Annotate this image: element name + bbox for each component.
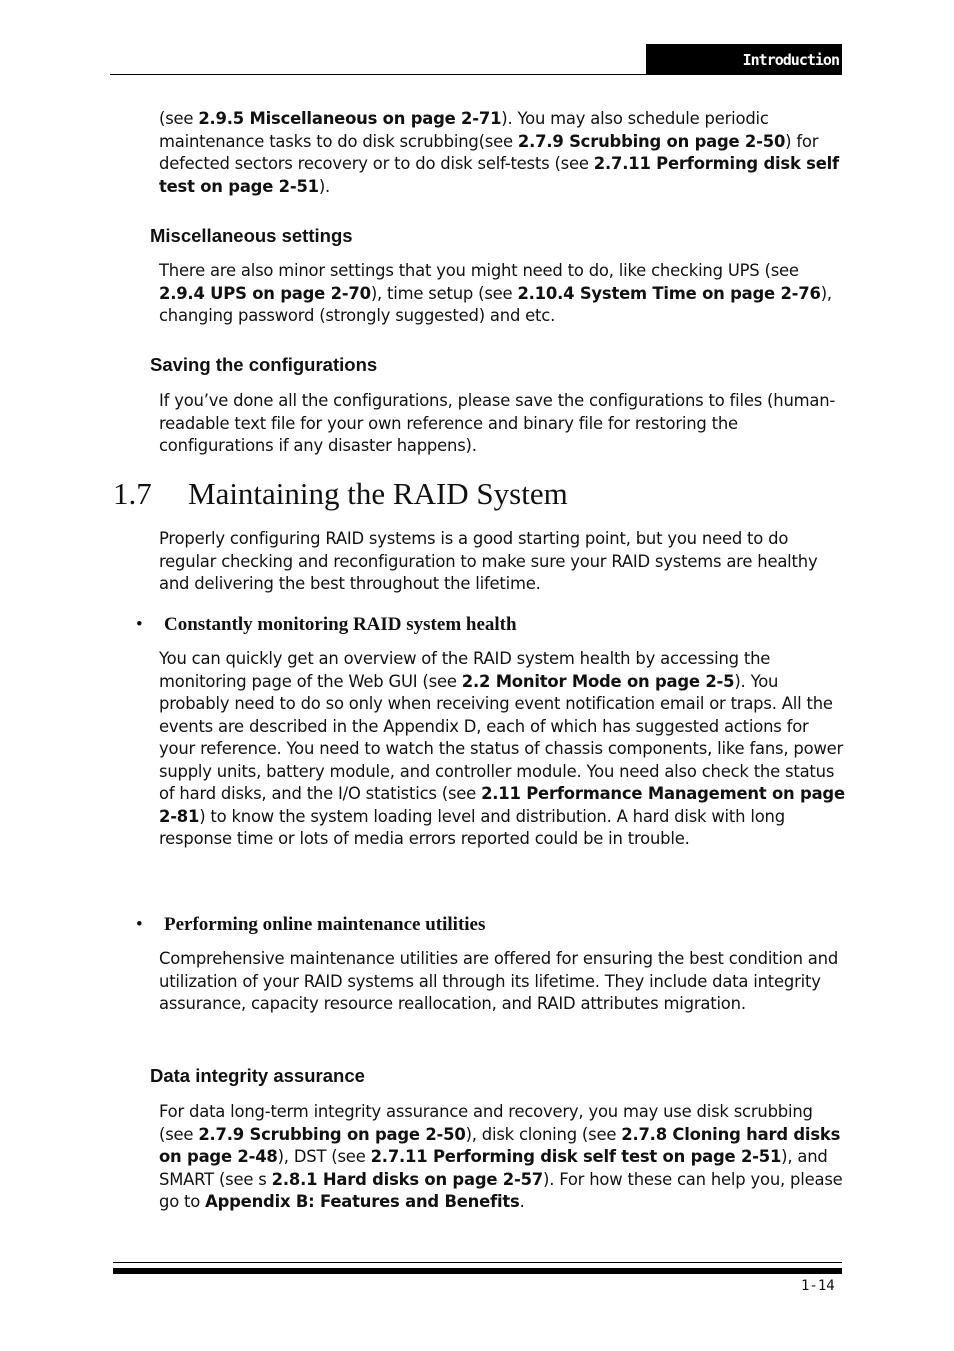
paragraph-misc-settings: There are also minor settings that you might need to do, like checking UPS (see 2.9.4 UPS on page 2-70), time setup (see 2.10.4 System Time on page 2-76), changing password (strongly suggested) and etc.	[159, 261, 832, 325]
cross-reference: 2.7.11 Performing disk self test on page 2-51	[159, 154, 839, 196]
section-number: 1.7	[113, 476, 152, 511]
bullet-icon: •	[136, 614, 143, 635]
bullet-heading-maintenance: • Performing online maintenance utilities	[136, 914, 486, 935]
cross-reference: 2.9.5 Miscellaneous on page 2-71	[198, 109, 502, 128]
cross-reference: 2.10.4 System Time on page 2-76	[517, 283, 821, 303]
subheading-data-integrity: Data integrity assurance	[150, 1065, 365, 1086]
cross-reference: 2.2 Monitor Mode on page 2-5	[461, 671, 735, 691]
paragraph-data-integrity: For data long-term integrity assurance and recovery, you may use disk scrubbing (see 2.7.9 Scrubbing on page 2-50), disk cloning (see 2.7.8 Cloning hard disks on page 2-48), DST (see 2.7.11 Performing disk self test on page 2-51), and SMART (see s 2.8.1 Hard disks on page 2-57). For how these can help you, please go to Appendix B: Features and Benefits.	[159, 1102, 843, 1211]
cross-reference: 2.7.9 Scrubbing on page 2-50	[517, 131, 786, 151]
header-section-tab	[646, 44, 842, 75]
cross-reference: 2.9.4 UPS on page 2-70	[159, 283, 371, 303]
section-title	[113, 476, 568, 512]
bullet-icon: •	[136, 914, 143, 935]
page-number: 1-14	[801, 1278, 835, 1294]
header-section-label: Introduction	[742, 51, 839, 69]
subheading-misc-settings: Miscellaneous settings	[150, 225, 353, 246]
footer-rule-thin	[113, 1262, 842, 1263]
cross-reference: 2.7.8 Cloning hard disks on page 2-48	[159, 1124, 841, 1166]
footer-rule-thick	[113, 1268, 842, 1274]
paragraph-continuation: (see 2.9.5 Miscellaneous on page 2-71). You may also schedule periodic maintenance tasks to do disk scrubbing(see 2.7.9 Scrubbing on page 2-50) for defected sectors recovery or to do disk self-tests (see 2.7.11 Performing disk self test on page 2-51).	[159, 109, 839, 196]
paragraph-monitoring: You can quickly get an overview of the RAID system health by accessing the monitoring page of the Web GUI (see 2.2 Monitor Mode on page 2-5). You probably need to do so only when receiving event notification email or traps. All the events are described in the Appendix D, each of which has suggested actions for your reference. You need to watch the status of chassis components, like fans, power supply units, battery module, and controller module. You need also check the status of hard disks, and the I/O statistics (see 2.11 Performance Management on page 2-81) to know the system loading level and distribution. A hard disk with long response time or lots of media errors reported could be in trouble.	[159, 649, 845, 848]
cross-reference: 2.8.1 Hard disks on page 2-57	[271, 1169, 543, 1189]
subheading-saving-configurations: Saving the configurations	[150, 354, 378, 375]
paragraph-maintenance: Comprehensive maintenance utilities are offered for ensuring the best condition and utilization of your RAID systems all through its lifetime. They include data integrity assurance, capacity resource reallocation, and RAID attributes migration.	[159, 949, 839, 1013]
paragraph-saving-configurations: If you’ve done all the configurations, please save the configurations to files (human-readable text file for your own reference and binary file for restoring the configurations if any disaster happens).	[159, 391, 836, 455]
cross-reference: Appendix B: Features and Benefits	[205, 1192, 520, 1211]
header-rule	[110, 74, 646, 75]
bullet-heading-monitoring: • Constantly monitoring RAID system health	[136, 614, 517, 635]
cross-reference: 2.11 Performance Management on page 2-81	[159, 784, 845, 826]
cross-reference: 2.7.9 Scrubbing on page 2-50	[198, 1124, 466, 1144]
cross-reference: 2.7.11 Performing disk self test on page 2-51	[370, 1147, 782, 1166]
section-title-text: Maintaining the RAID System	[188, 476, 568, 511]
paragraph-section-intro: Properly configuring RAID systems is a good starting point, but you need to do regular checking and reconfiguration to make sure your RAID systems are healthy and delivering the best throughout the lifetime.	[159, 529, 818, 593]
